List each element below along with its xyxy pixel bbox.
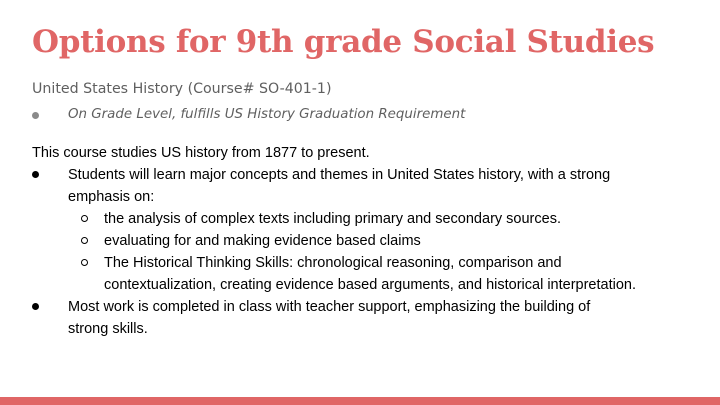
- list-item-line: Students will learn major concepts and themes in United States history, with a strong: [68, 167, 611, 183]
- sub-list-item-line: contextualization, creating evidence based arguments, and historical interpretation.: [104, 277, 636, 293]
- hollow-bullet-icon: [81, 215, 88, 222]
- hollow-bullet-icon: [81, 259, 88, 266]
- list-item-line: Most work is completed in class with teacher support, emphasizing the building of: [68, 299, 591, 315]
- list-item-line: emphasis on:: [68, 189, 155, 205]
- bullet-dot-icon: [32, 171, 39, 178]
- bullet-dot-icon: [32, 303, 39, 310]
- sub-list-item-line: the analysis of complex texts including primary and secondary sources.: [104, 211, 561, 227]
- course-subtitle: United States History (Course# SO-401-1): [32, 81, 332, 97]
- footer-accent-bar: [0, 397, 720, 405]
- slide-title: Options for 9th grade Social Studies: [32, 24, 655, 60]
- intro-text: This course studies US history from 1877 to present.: [32, 145, 370, 161]
- subtitle-bullet-text: On Grade Level, fulfills US History Graduation Requirement: [68, 107, 466, 122]
- sub-list-item-line: The Historical Thinking Skills: chronological reasoning, comparison and: [104, 255, 562, 271]
- hollow-bullet-icon: [81, 237, 88, 244]
- sub-list-item-line: evaluating for and making evidence based claims: [104, 233, 421, 249]
- list-item-line: strong skills.: [68, 321, 148, 337]
